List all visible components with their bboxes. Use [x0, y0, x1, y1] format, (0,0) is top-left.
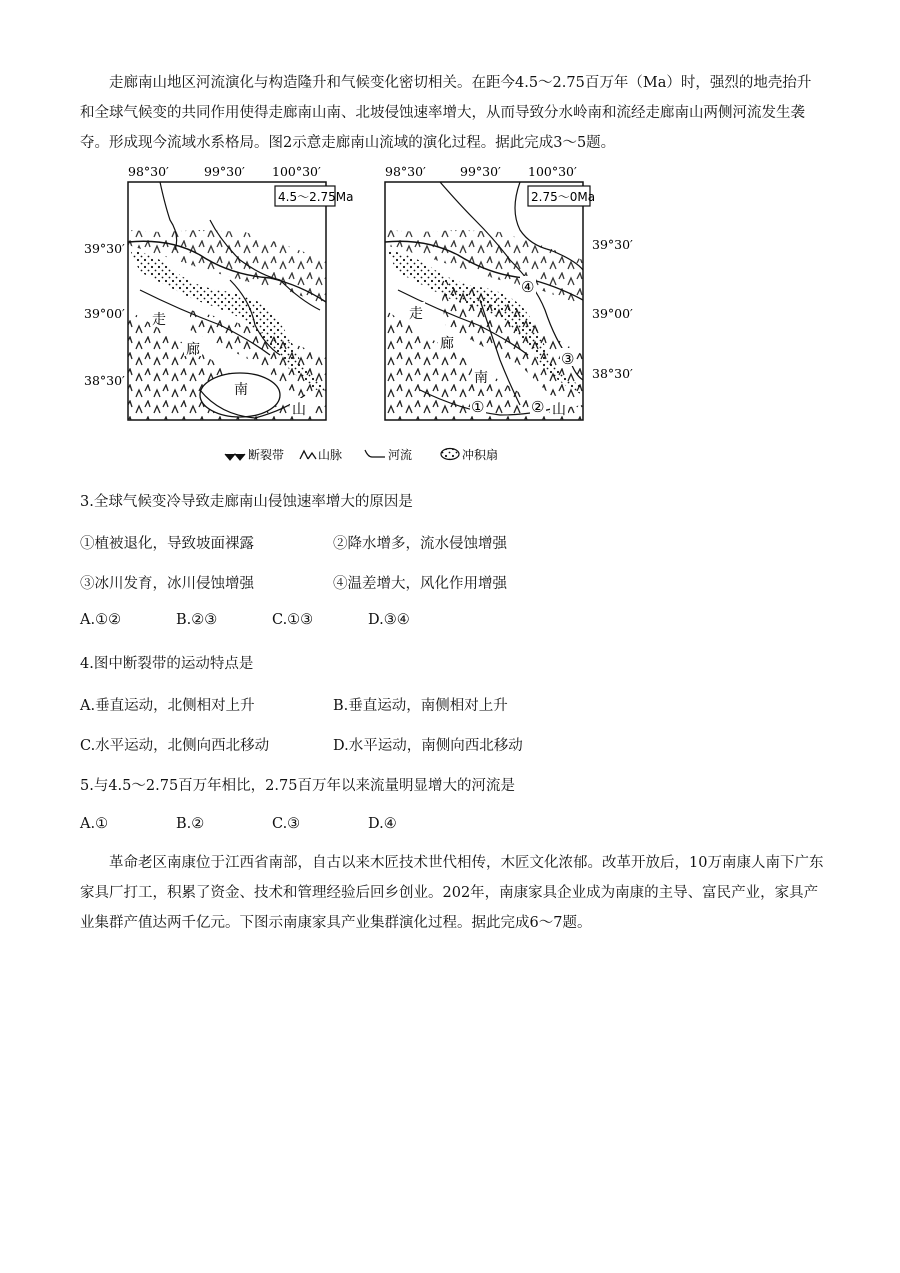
- right-lat-label-3: 38°30′: [592, 366, 633, 381]
- legend-fault-label: 断裂带: [248, 448, 285, 462]
- intro-paragraph-2: 革命老区南康位于江西省南部，自古以来木匠技术世代相传，木匠文化浓郁。改革开放后，10万南康人南下广东家具厂打工，积累了资金、技术和管理经验后回乡创业。202年，南康家具企业成为南康的主导、富民产业，家具产业集群产值达两千亿元。下图示南康家具产业集群演化过程。据此完成6～7题。: [80, 855, 824, 931]
- river-marker-2: ②: [531, 398, 545, 416]
- q3-item-1: ①植被退化，导致坡面裸露: [80, 536, 254, 552]
- lon-label-1: 98°30′: [128, 164, 169, 179]
- q3-option-d: D.③④: [368, 612, 410, 628]
- intro-paragraph-1: 走廊南山地区河流演化与构造隆升和气候变化密切相关。在距今4.5～2.75百万年（Ma）时，强烈的地壳抬升和全球气候变的共同作用使得走廊南山南、北坡侵蚀速率增大，从而导致分水岭南和流经走廊南山两侧河流发生袭夺。形成现今流域水系格局。图2示意走廊南山流域的演化过程。据此完成3～5题。: [80, 75, 812, 151]
- right-map-char-nan: 南: [474, 370, 488, 386]
- map-char-shan: 山: [292, 402, 306, 418]
- fault-legend-icon: [225, 454, 245, 460]
- right-lon-label-1: 98°30′: [385, 164, 426, 179]
- q3-item-4: ④温差增大，风化作用增强: [333, 576, 507, 592]
- mountain-legend-icon: [300, 451, 316, 459]
- lon-label-3: 100°30′: [272, 164, 321, 179]
- right-map-char-zou: 走: [409, 306, 423, 322]
- right-map-char-lang: 廊: [440, 336, 454, 352]
- q3-stem: 3.全球气候变冷导致走廊南山侵蚀速率增大的原因是: [80, 494, 413, 510]
- q5-stem: 5.与4.5～2.75百万年相比，2.75百万年以来流量明显增大的河流是: [80, 778, 515, 794]
- right-map: [385, 164, 633, 420]
- lon-label-2: 99°30′: [204, 164, 245, 179]
- map-char-zou: 走: [152, 312, 166, 328]
- q5-option-b: B.②: [176, 816, 205, 832]
- river-marker-3: ③: [561, 350, 575, 368]
- right-map-char-shan: 山: [552, 402, 566, 418]
- left-lat-label-2: 39°00′: [84, 306, 125, 321]
- map-char-nan: 南: [234, 382, 248, 398]
- right-lon-label-2: 99°30′: [460, 164, 501, 179]
- right-period-label: 2.75～0Ma: [531, 190, 596, 204]
- right-lon-label-3: 100°30′: [528, 164, 577, 179]
- left-lat-label-1: 39°30′: [84, 241, 125, 256]
- left-period-label: 4.5～2.75Ma: [278, 190, 354, 204]
- q4-option-a: A.垂直运动，北侧相对上升: [80, 698, 255, 714]
- q4-option-c: C.水平运动，北侧向西北移动: [80, 738, 270, 754]
- legend-mountain-label: 山脉: [318, 448, 343, 462]
- fan-legend-icon: [441, 449, 459, 460]
- q3-option-a: A.①②: [80, 612, 122, 628]
- legend: [225, 447, 498, 462]
- river-legend-icon: [365, 450, 385, 457]
- q3-item-2: ②降水增多，流水侵蚀增强: [333, 536, 507, 552]
- q3-option-c: C.①③: [272, 612, 314, 628]
- q4-option-d: D.水平运动，南侧向西北移动: [333, 738, 523, 754]
- map-char-lang: 廊: [186, 342, 200, 358]
- legend-river-label: 河流: [388, 448, 413, 462]
- q5-option-c: C.③: [272, 816, 301, 832]
- q5-option-d: D.④: [368, 816, 397, 832]
- river-marker-4: ④: [521, 278, 535, 296]
- q4-option-b: B.垂直运动，南侧相对上升: [333, 698, 508, 714]
- right-lat-label-1: 39°30′: [592, 237, 633, 252]
- left-map: [84, 164, 354, 420]
- river-marker-1: ①: [471, 398, 485, 416]
- right-lat-label-2: 39°00′: [592, 306, 633, 321]
- corridor-mountain-evolution-figure: [80, 160, 680, 470]
- q5-option-a: A.①: [80, 816, 109, 832]
- q3-option-b: B.②③: [176, 612, 218, 628]
- q4-stem: 4.图中断裂带的运动特点是: [80, 656, 254, 672]
- legend-fan-label: 冲积扇: [462, 448, 499, 462]
- left-lat-label-3: 38°30′: [84, 373, 125, 388]
- q3-item-3: ③冰川发育，冰川侵蚀增强: [80, 576, 254, 592]
